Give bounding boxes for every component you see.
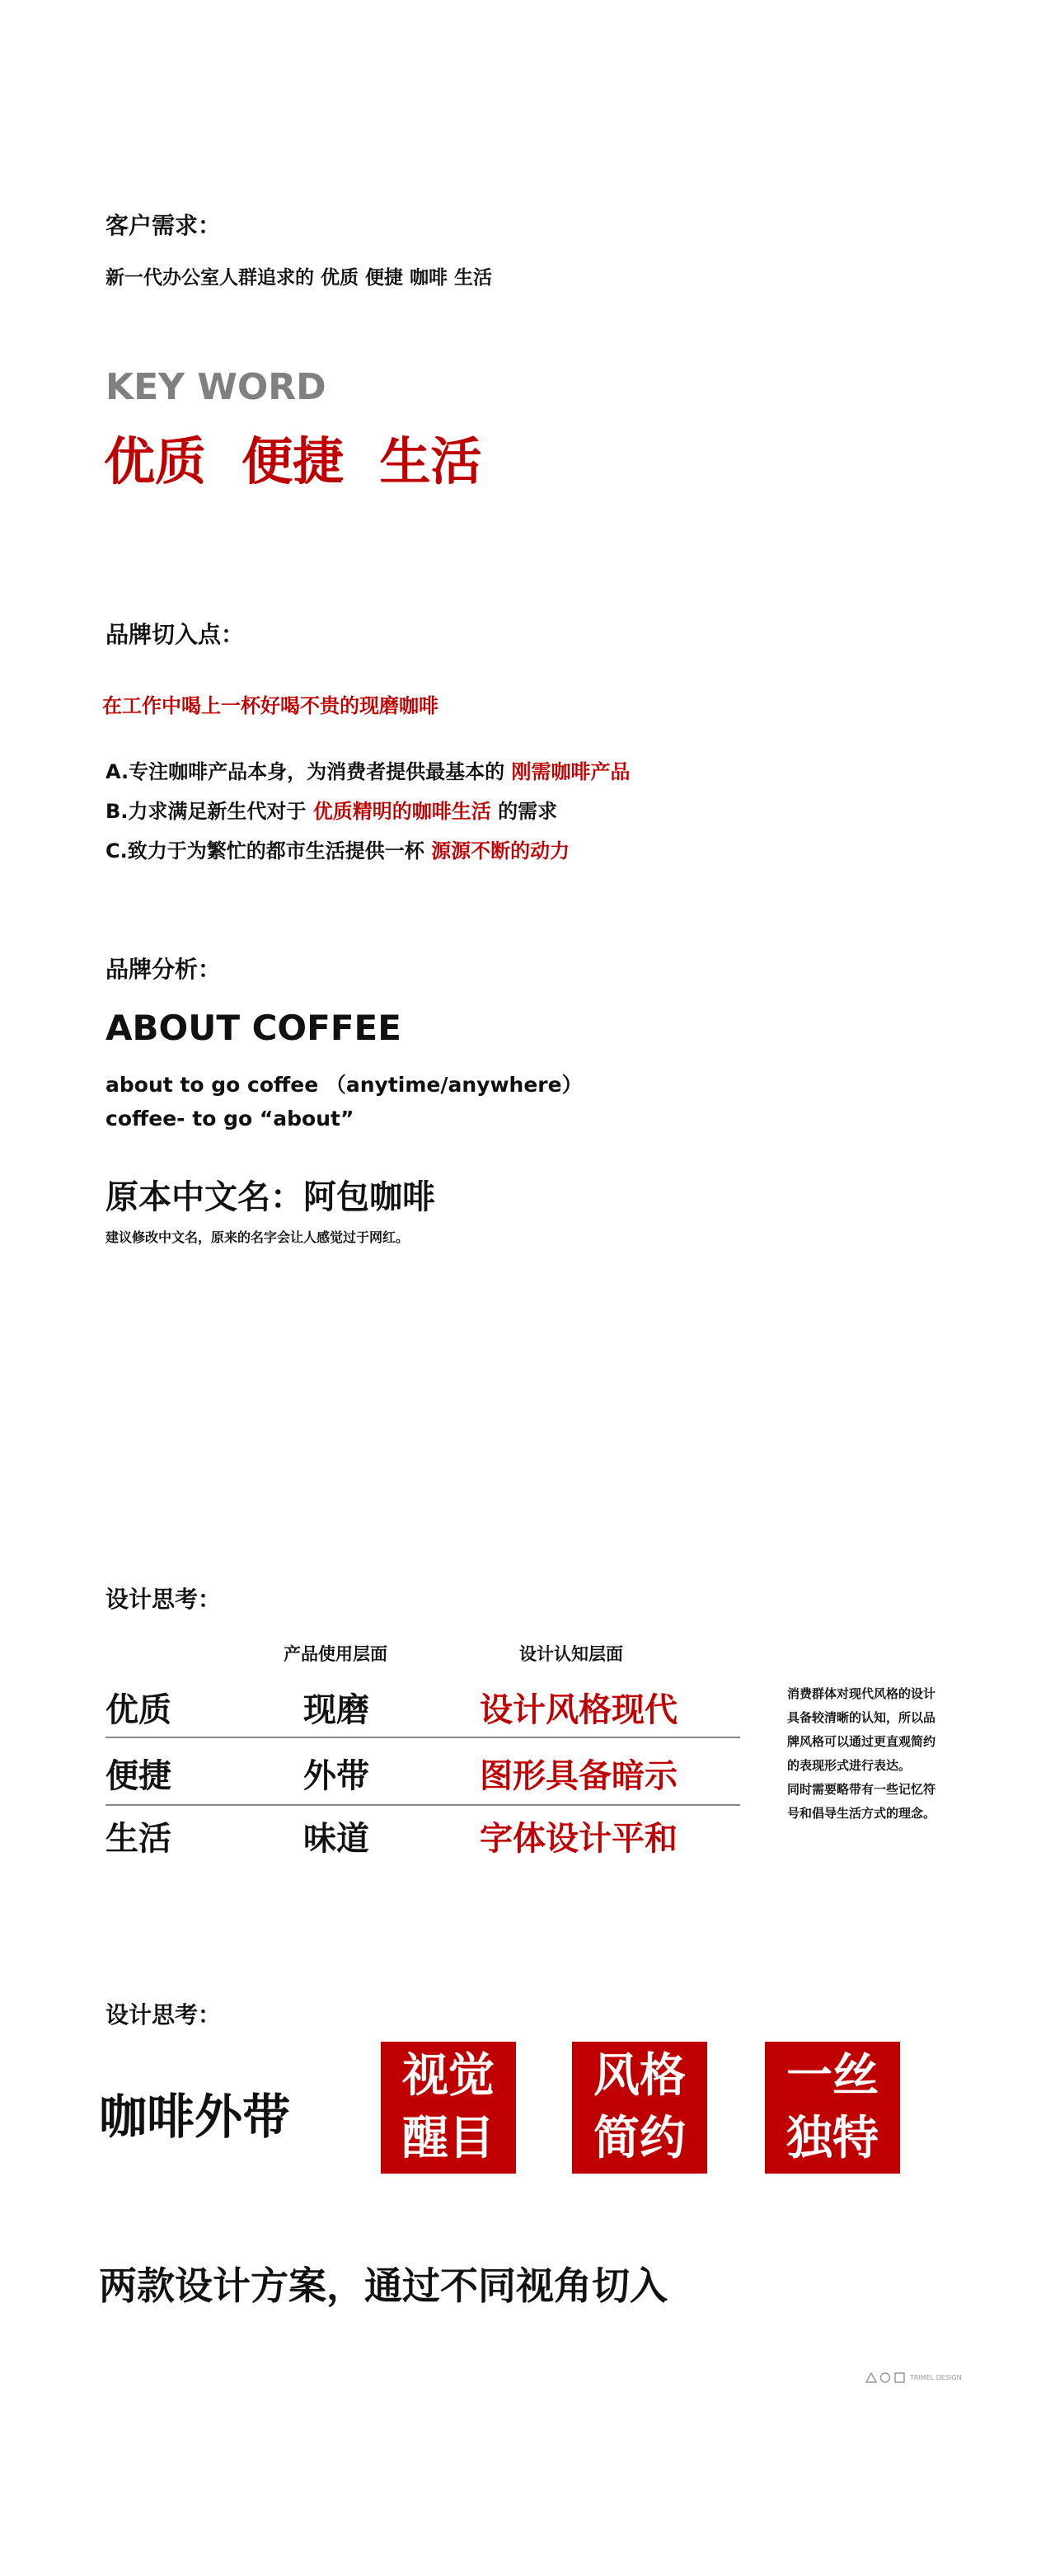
row-divider [106, 1804, 740, 1806]
analysis-line2: coffee- to go “about” [106, 1107, 354, 1131]
analysis-cn-name: 原本中文名：阿包咖啡 [106, 1178, 435, 1216]
note-line: 号和倡导生活方式的理念。 [787, 1806, 936, 1821]
analysis-title: ABOUT COFFEE [106, 1008, 401, 1048]
row-divider [106, 1737, 740, 1738]
design2-title: 咖啡外带 [99, 2089, 291, 2145]
point-highlight: 优质精明的咖啡生活 [312, 800, 491, 823]
client-text: 新一代办公室人群追求的 优质 便捷 咖啡 生活 [106, 267, 493, 289]
note-line: 消费群体对现代风格的设计 [787, 1686, 936, 1701]
analysis-heading: 品牌分析： [106, 956, 222, 983]
entry-slogan: 在工作中喝上一杯好喝不贵的现磨咖啡 [102, 694, 438, 717]
row-keyword: 生活 [106, 1820, 171, 1858]
point-text: C.致力于为繁忙的都市生活提供一杯 [106, 839, 432, 863]
entry-heading: 品牌切入点： [106, 621, 245, 648]
point-text: 的需求 [490, 800, 558, 823]
point-text: B.力求满足新生代对于 [106, 800, 313, 823]
feature-box [381, 2042, 516, 2174]
design-note [787, 1682, 952, 1826]
box-line: 简约 [593, 2112, 686, 2165]
point-highlight: 源源不断的动力 [431, 839, 570, 863]
design-heading: 设计思考： [106, 1586, 222, 1613]
logo-text: TRIMEL DESIGN [910, 2373, 962, 2381]
box-line: 风格 [593, 2049, 686, 2103]
feature-box [765, 2042, 900, 2174]
row-product: 外带 [303, 1757, 369, 1795]
box-line: 醒目 [402, 2112, 495, 2165]
row-keyword: 优质 [106, 1691, 171, 1729]
row-product: 现磨 [303, 1691, 369, 1729]
point-highlight: 刚需咖啡产品 [511, 760, 631, 783]
keyword-words: 优质 便捷 生活 [104, 431, 482, 491]
feature-box [572, 2042, 707, 2174]
entry-point-a [106, 755, 631, 784]
brand-logo [865, 2372, 962, 2383]
keyword-label: KEY WORD [106, 366, 326, 408]
col-header-product: 产品使用层面 [284, 1644, 387, 1664]
row-design: 设计风格现代 [480, 1691, 678, 1729]
client-heading: 客户需求： [106, 212, 222, 239]
entry-point-b [106, 795, 557, 824]
col-header-design: 设计认知层面 [519, 1644, 623, 1664]
entry-point-c [106, 834, 570, 863]
note-line: 同时需要略带有一些记忆符 [787, 1782, 936, 1797]
point-text: A.专注咖啡产品本身，为消费者提供最基本的 [106, 760, 512, 783]
analysis-suggest: 建议修改中文名，原来的名字会让人感觉过于网红。 [106, 1229, 410, 1245]
analysis-line1: about to go coffee （anytime/anywhere） [106, 1073, 583, 1097]
row-keyword: 便捷 [106, 1757, 171, 1795]
note-line: 牌风格可以通过更直观简约 [787, 1734, 936, 1749]
triangle-circle-square-icon [865, 2372, 907, 2383]
row-design: 图形具备暗示 [480, 1757, 678, 1795]
row-design: 字体设计平和 [480, 1820, 678, 1858]
box-line: 独特 [786, 2112, 879, 2165]
box-line: 一丝 [786, 2049, 879, 2103]
note-line: 具备较清晰的认知，所以品 [787, 1710, 936, 1725]
conclusion: 两款设计方案，通过不同视角切入 [99, 2263, 668, 2308]
design2-heading: 设计思考： [106, 2001, 222, 2028]
box-line: 视觉 [402, 2049, 495, 2103]
row-product: 味道 [303, 1820, 369, 1858]
note-line: 的表现形式进行表达。 [787, 1758, 912, 1773]
